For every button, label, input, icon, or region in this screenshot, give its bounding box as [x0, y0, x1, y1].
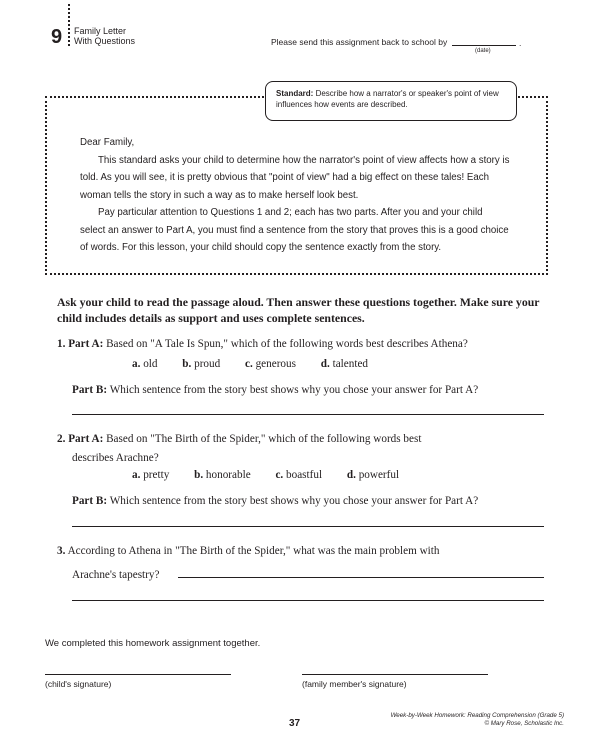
q1-answer-line[interactable]	[72, 414, 544, 415]
family-signature-line[interactable]	[302, 674, 488, 675]
page-number: 37	[289, 718, 301, 729]
letter-paragraph-1: This standard asks your child to determine how the narrator's point of view affects how a story is told. As you will see, it is pretty obvious that "point of view" had a big effect on these tales! Each woman tells the story in such a way as to make herself look best.	[80, 154, 510, 201]
question-3	[57, 542, 557, 561]
instructions: Ask your child to read the passage aloud. Then answer these questions together. Make sure your child includes details as support and uses complete sentences.	[57, 295, 540, 325]
q3-number: 3.	[57, 545, 66, 557]
q2-part-a-text-2: describes Arachne?	[72, 452, 159, 464]
q3-text-2: Arachne's tapestry?	[72, 569, 160, 581]
q2-part-b-text: Which sentence from the story best shows why you chose your answer for Part A?	[109, 495, 479, 507]
credit-line-1: Week-by-Week Homework: Reading Comprehension (Grade 5)	[390, 712, 564, 719]
letter-paragraph-2: Pay particular attention to Questions 1 and 2; each has two parts. After you and your child select an answer to Part A, you must find a sentence from the story that proves this is a good choice of words. For this lesson, your child should copy the sentence exactly from the story.	[80, 207, 509, 253]
q2-part-a-text-1: Based on "The Birth of the Spider," which of the following words best	[106, 433, 422, 445]
credit	[380, 712, 564, 728]
q1-part-b-text: Which sentence from the story best shows why you chose your answer for Part A?	[109, 384, 479, 396]
family-signature-caption: (family member's signature)	[302, 679, 407, 689]
q2-option-c[interactable]: c. boastful	[275, 469, 323, 481]
child-signature-caption: (child's signature)	[45, 679, 112, 689]
completed-statement: We completed this homework assignment together.	[45, 638, 261, 649]
standard-text: Describe how a narrator's or speaker's point of view influences how events are described.	[276, 89, 499, 109]
q3-answer-line-2[interactable]	[72, 600, 544, 601]
question-1-part-b	[72, 381, 562, 400]
standard-label: Standard:	[276, 89, 314, 98]
q2-option-d[interactable]: d. powerful	[346, 469, 400, 481]
unit-number: 9	[51, 26, 63, 48]
return-instruction: Please send this assignment back to school by	[271, 37, 448, 47]
q3-text-1: According to Athena in "The Birth of the Spider," what was the main problem with	[67, 545, 440, 557]
date-caption: (date)	[475, 48, 491, 54]
question-2-part-a	[57, 430, 557, 468]
q1-number: 1.	[57, 338, 66, 350]
q1-option-d[interactable]: d. talented	[320, 358, 369, 370]
q1-option-b[interactable]: b. proud	[182, 358, 221, 370]
q2-answer-line[interactable]	[72, 526, 544, 527]
unit-title-line2: With Questions	[74, 36, 136, 46]
question-2-part-b	[72, 492, 562, 511]
standard-box	[265, 81, 517, 121]
header-divider	[68, 4, 70, 46]
q3-answer-line-1[interactable]	[178, 577, 544, 578]
q2-option-a[interactable]: a. pretty	[132, 469, 170, 481]
q2-options	[132, 469, 421, 481]
question-1-part-a	[57, 335, 557, 354]
letter-greeting: Dear Family,	[80, 137, 135, 148]
q1-option-a[interactable]: a. old	[132, 358, 158, 370]
unit-title	[74, 26, 135, 46]
q1-options	[132, 358, 390, 370]
q1-part-a-text: Based on "A Tale Is Spun," which of the following words best describes Athena?	[106, 338, 468, 350]
unit-title-line1: Family Letter	[74, 26, 127, 36]
child-signature-line[interactable]	[45, 674, 231, 675]
q2-part-a-label: Part A:	[68, 433, 104, 445]
q2-part-b-label: Part B:	[72, 495, 108, 507]
q1-part-a-label: Part A:	[68, 338, 104, 350]
q1-option-c[interactable]: c. generous	[245, 358, 296, 370]
return-period: .	[519, 38, 522, 48]
q1-part-b-label: Part B:	[72, 384, 108, 396]
family-letter	[80, 134, 510, 257]
q2-number: 2.	[57, 433, 66, 445]
q2-option-b[interactable]: b. honorable	[194, 469, 251, 481]
credit-line-2: © Mary Rose, Scholastic Inc.	[484, 720, 564, 727]
return-date-line[interactable]	[452, 45, 516, 46]
